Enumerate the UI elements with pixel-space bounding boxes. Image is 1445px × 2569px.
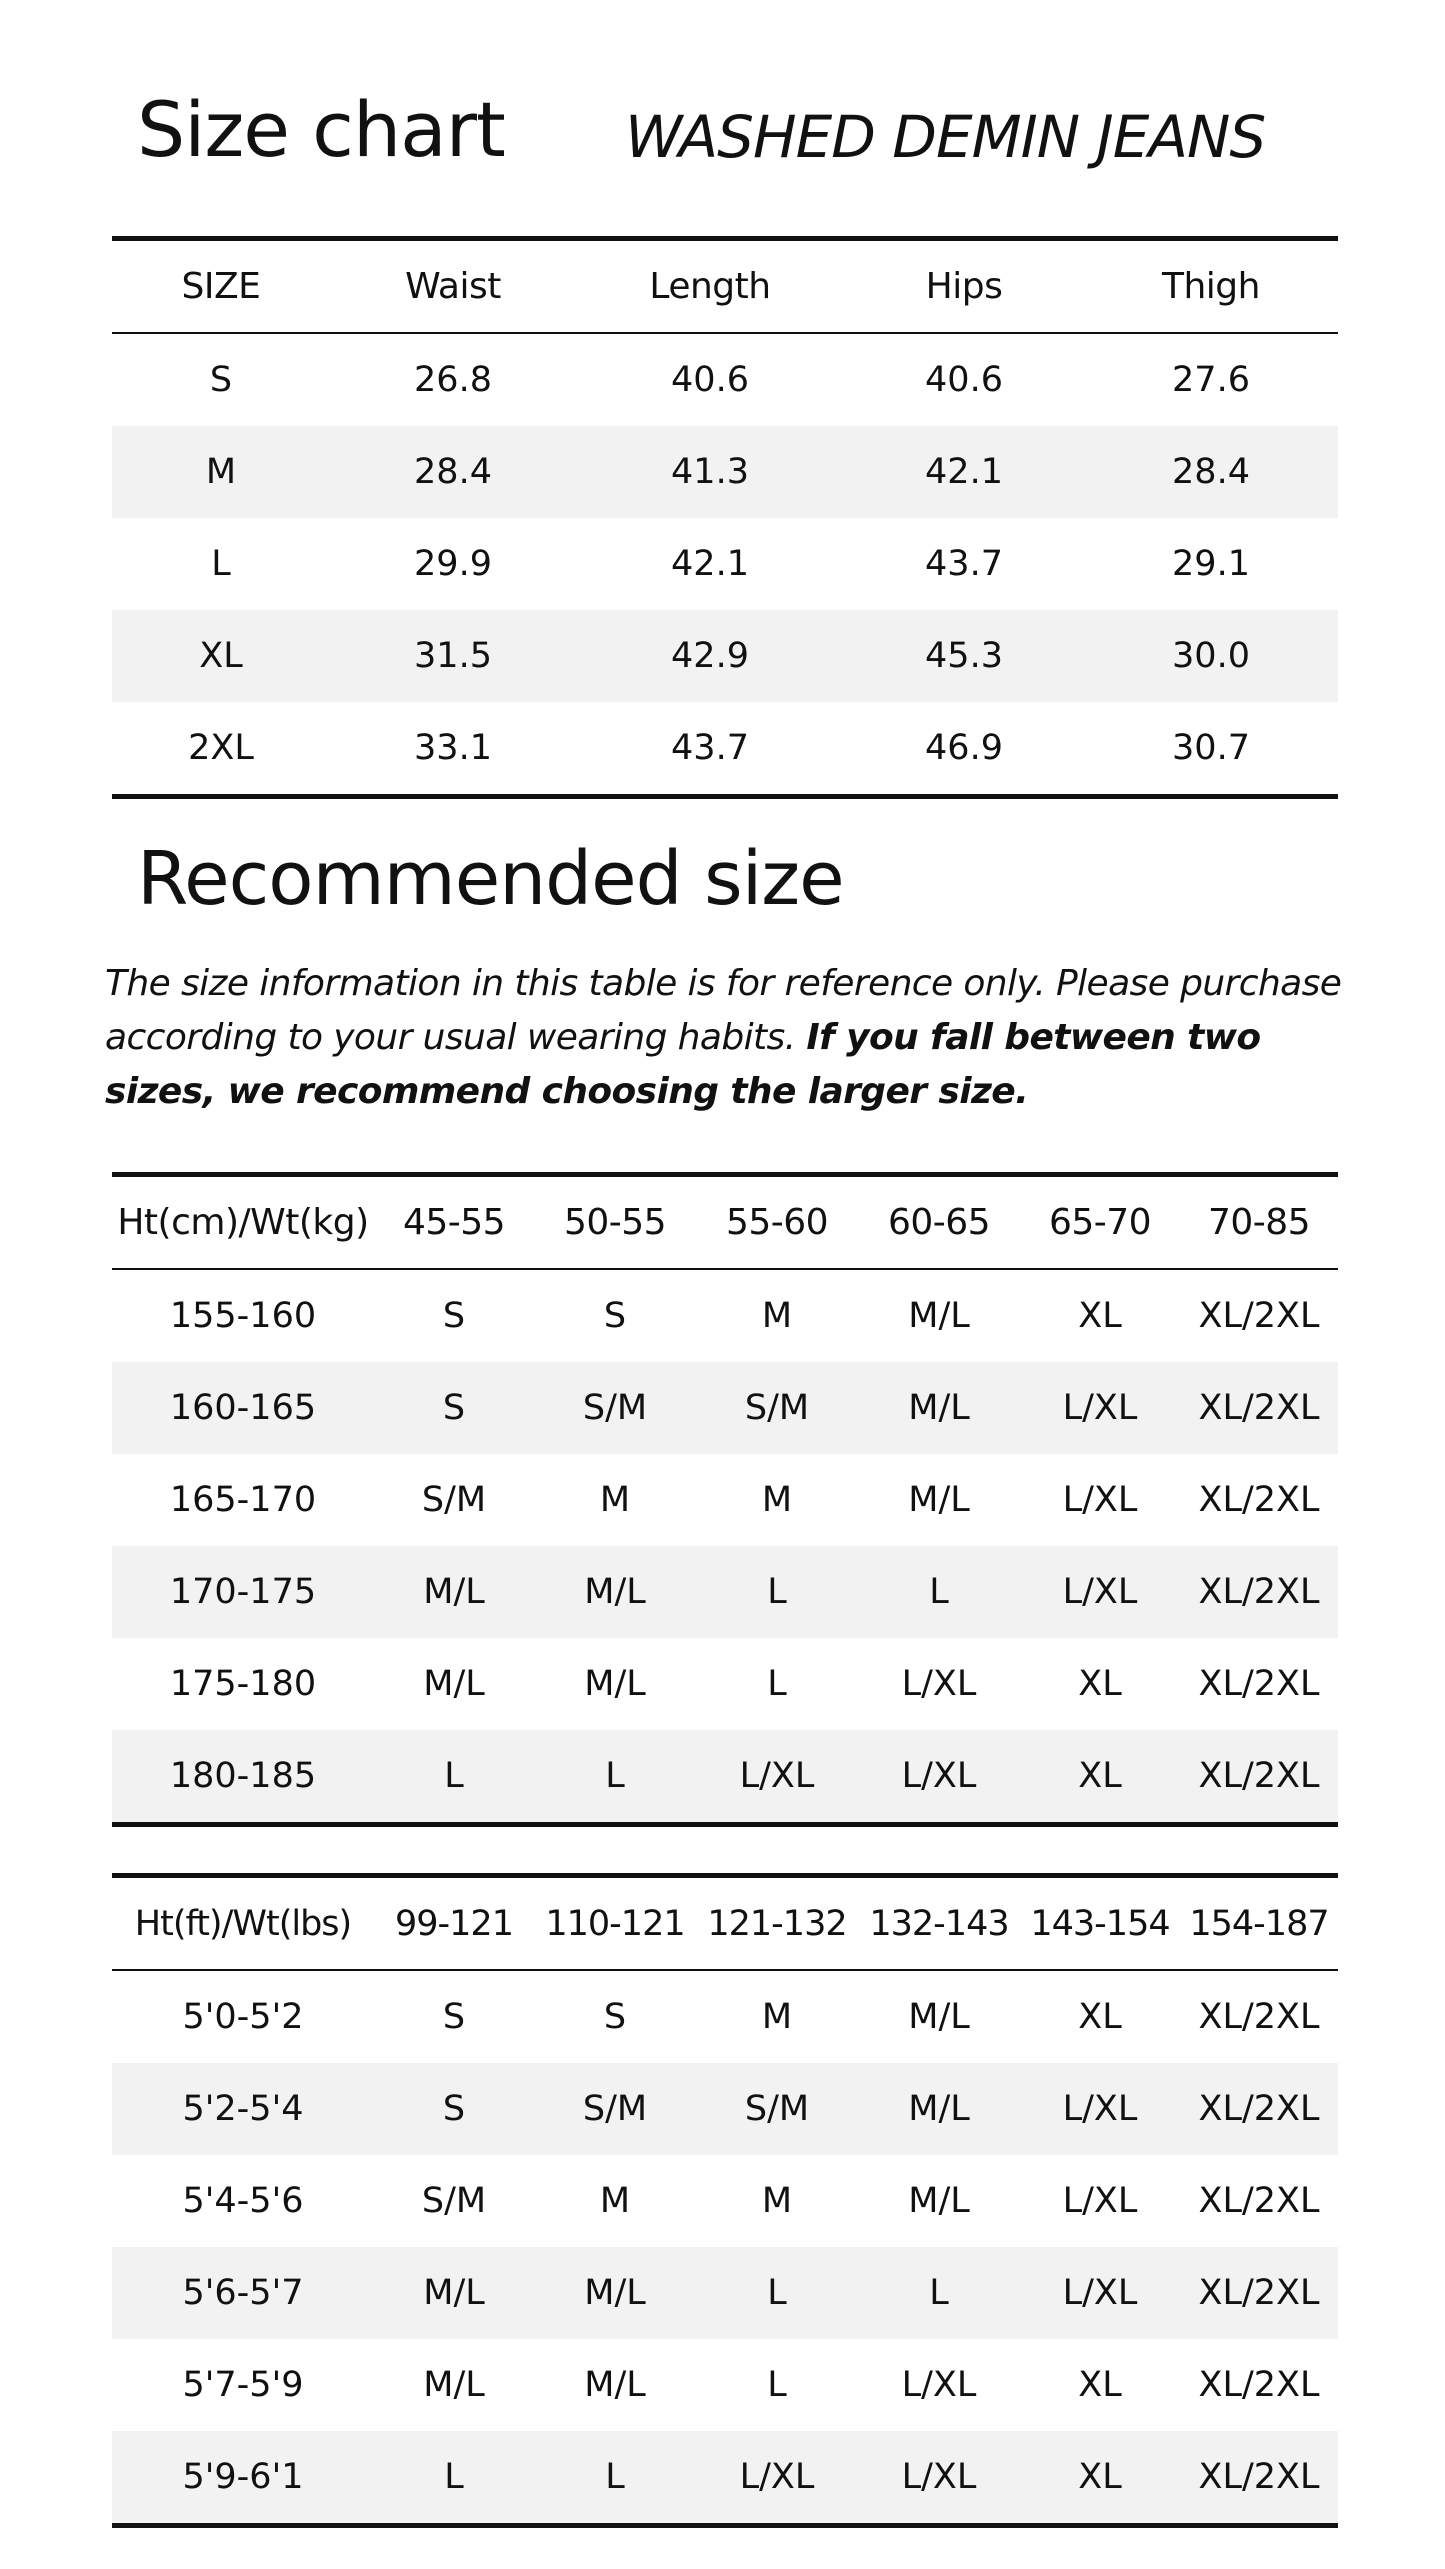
table-cell: M/L [423, 2365, 485, 2405]
table-cell: L/XL [1020, 1362, 1180, 1454]
table-cell: L [534, 2431, 696, 2526]
table-header-row [112, 1876, 1338, 1971]
table-cell: S/M [534, 1362, 696, 1454]
table-cell: 31.5 [330, 610, 576, 702]
size-note-text: The size information in this table is for reference only. Please purchase according to your usual wearing habits. [105, 963, 1342, 1058]
table-cell: 2XL [112, 702, 330, 797]
table-cell: M [112, 426, 330, 518]
table-cell: L/XL [901, 1664, 977, 1704]
table-row [112, 702, 1338, 797]
table-cell: XL/2XL [1198, 2365, 1320, 2405]
page-title: Size chart [137, 85, 505, 174]
metric-recommendation-table [112, 1172, 1338, 1827]
table-cell: M [599, 1480, 631, 1520]
table-cell: XL [1020, 1730, 1180, 1825]
table-cell: 30.7 [1084, 702, 1338, 797]
table-cell: M/L [584, 1664, 646, 1704]
table-cell: M/L [374, 2247, 534, 2339]
table-header-row [112, 239, 1338, 334]
table-cell: 40.6 [925, 360, 1003, 400]
product-name: WASHED DEMIN JEANS [625, 103, 1266, 171]
table-cell: L/XL [1020, 2063, 1180, 2155]
table-cell: S [374, 1362, 534, 1454]
table-row [112, 426, 1338, 518]
table-cell: M/L [908, 1296, 970, 1336]
table-cell: 175-180 [169, 1664, 317, 1704]
table-cell: S [603, 1997, 627, 2037]
table-cell: XL [1078, 1296, 1122, 1336]
table-cell: 41.3 [576, 426, 844, 518]
table-cell: M/L [534, 1546, 696, 1638]
table-cell: S [374, 2063, 534, 2155]
table-cell: 33.1 [330, 702, 576, 797]
table-cell: L [211, 544, 231, 584]
table-cell: L/XL [1062, 1480, 1138, 1520]
column-header: 132-143 [858, 1876, 1020, 1971]
table-cell: M/L [858, 2063, 1020, 2155]
table-cell: L [374, 1730, 534, 1825]
column-header: Hips [844, 239, 1084, 334]
table-cell: 43.7 [925, 544, 1003, 584]
table-cell: XL [112, 610, 330, 702]
table-row [112, 518, 1338, 610]
table-cell: L [696, 2247, 858, 2339]
table-cell: 28.4 [1084, 426, 1338, 518]
table-row [112, 2063, 1338, 2155]
table-cell: 45.3 [844, 610, 1084, 702]
table-row [112, 2339, 1338, 2431]
table-cell: L/XL [696, 1730, 858, 1825]
table-row [112, 610, 1338, 702]
table-cell: M/L [584, 2365, 646, 2405]
table-cell: XL/2XL [1180, 1546, 1338, 1638]
table-cell: XL/2XL [1180, 1362, 1338, 1454]
table-cell: S/M [534, 2063, 696, 2155]
table-cell: S [603, 1296, 627, 1336]
imperial-recommendation-table [112, 1873, 1338, 2528]
column-header: 55-60 [696, 1175, 858, 1270]
column-header: 60-65 [858, 1175, 1020, 1270]
table-cell: XL/2XL [1180, 2431, 1338, 2526]
table-cell: 160-165 [112, 1362, 374, 1454]
table-cell: S [442, 1296, 466, 1336]
table-cell: 42.1 [844, 426, 1084, 518]
table-cell: M [761, 1480, 793, 1520]
column-header: 99-121 [374, 1876, 534, 1971]
table-row [112, 1269, 1338, 1362]
size-note [105, 957, 1365, 1119]
table-row [112, 2155, 1338, 2247]
table-cell: S/M [696, 2063, 858, 2155]
table-cell: XL [1078, 1997, 1122, 2037]
column-header: 65-70 [1020, 1175, 1180, 1270]
column-header: Thigh [1084, 239, 1338, 334]
table-cell: XL/2XL [1180, 1730, 1338, 1825]
table-cell: 42.1 [671, 544, 749, 584]
table-cell: 5'9-6'1 [112, 2431, 374, 2526]
table-cell: L/XL [1062, 2181, 1138, 2221]
table-row [112, 1970, 1338, 2063]
column-header: Waist [330, 239, 576, 334]
table-cell: 30.0 [1084, 610, 1338, 702]
table-cell: L/XL [901, 2365, 977, 2405]
table-cell: L [767, 1664, 787, 1704]
table-cell: 26.8 [414, 360, 492, 400]
column-header: Ht(cm)/Wt(kg) [112, 1175, 374, 1270]
table-cell: M [761, 2181, 793, 2221]
table-cell: XL/2XL [1198, 1997, 1320, 2037]
column-header: 154-187 [1180, 1876, 1338, 1971]
table-cell: 5'7-5'9 [182, 2365, 304, 2405]
table-cell: L/XL [858, 1730, 1020, 1825]
table-row [112, 1730, 1338, 1825]
column-header: 143-154 [1020, 1876, 1180, 1971]
table-cell: L/XL [858, 2431, 1020, 2526]
table-cell: M/L [374, 1546, 534, 1638]
table-header-row [112, 1175, 1338, 1270]
table-cell: 27.6 [1172, 360, 1250, 400]
table-cell: M [761, 1296, 793, 1336]
table-cell: 165-170 [169, 1480, 317, 1520]
table-cell: M/L [908, 1997, 970, 2037]
table-cell: 155-160 [169, 1296, 317, 1336]
table-cell: 5'0-5'2 [182, 1997, 304, 2037]
table-cell: 5'6-5'7 [112, 2247, 374, 2339]
table-row [112, 1546, 1338, 1638]
table-row [112, 1362, 1338, 1454]
table-row [112, 333, 1338, 426]
size-chart-table [112, 236, 1338, 799]
table-cell: 170-175 [112, 1546, 374, 1638]
table-cell: S/M [696, 1362, 858, 1454]
column-header: 45-55 [374, 1175, 534, 1270]
table-cell: XL/2XL [1198, 1480, 1320, 1520]
table-cell: M/L [534, 2247, 696, 2339]
table-cell: L [374, 2431, 534, 2526]
table-cell: S/M [421, 1480, 487, 1520]
table-cell: M [761, 1997, 793, 2037]
table-cell: 5'4-5'6 [182, 2181, 304, 2221]
table-cell: S/M [421, 2181, 487, 2221]
table-row [112, 2247, 1338, 2339]
table-cell: L/XL [696, 2431, 858, 2526]
table-cell: L/XL [1020, 1546, 1180, 1638]
table-cell: S [442, 1997, 466, 2037]
column-header: 121-132 [696, 1876, 858, 1971]
table-cell: XL/2XL [1180, 2063, 1338, 2155]
recommended-size-title: Recommended size [137, 836, 844, 922]
table-cell: 28.4 [330, 426, 576, 518]
table-cell: XL/2XL [1198, 1296, 1320, 1336]
table-cell: XL/2XL [1180, 2247, 1338, 2339]
table-cell: XL/2XL [1198, 2181, 1320, 2221]
column-header: 110-121 [534, 1876, 696, 1971]
table-row [112, 1454, 1338, 1546]
table-cell: M/L [908, 1480, 970, 1520]
column-header: Length [576, 239, 844, 334]
table-cell: 5'2-5'4 [112, 2063, 374, 2155]
table-cell: 42.9 [576, 610, 844, 702]
table-row [112, 1638, 1338, 1730]
table-cell: L [767, 2365, 787, 2405]
table-cell: L [534, 1730, 696, 1825]
column-header: 70-85 [1180, 1175, 1338, 1270]
table-cell: M/L [908, 2181, 970, 2221]
table-cell: XL/2XL [1198, 1664, 1320, 1704]
table-cell: M/L [858, 1362, 1020, 1454]
table-cell: L [696, 1546, 858, 1638]
table-row [112, 2431, 1338, 2526]
table-cell: M [599, 2181, 631, 2221]
table-cell: L/XL [1020, 2247, 1180, 2339]
column-header: SIZE [112, 239, 330, 334]
table-cell: S [209, 360, 233, 400]
table-cell: L [858, 2247, 1020, 2339]
table-cell: 29.1 [1172, 544, 1250, 584]
column-header: 50-55 [534, 1175, 696, 1270]
column-header: Ht(ft)/Wt(lbs) [112, 1876, 374, 1971]
table-cell: 43.7 [576, 702, 844, 797]
table-cell: 46.9 [844, 702, 1084, 797]
table-cell: L [858, 1546, 1020, 1638]
table-cell: XL [1078, 2365, 1122, 2405]
table-cell: XL [1020, 2431, 1180, 2526]
table-cell: M/L [423, 1664, 485, 1704]
size-note-emphasis: If you fall between two sizes, we recommend choosing the larger size. [105, 1017, 1261, 1112]
table-cell: 29.9 [414, 544, 492, 584]
table-cell: 180-185 [112, 1730, 374, 1825]
table-cell: 40.6 [671, 360, 749, 400]
table-cell: XL [1078, 1664, 1122, 1704]
